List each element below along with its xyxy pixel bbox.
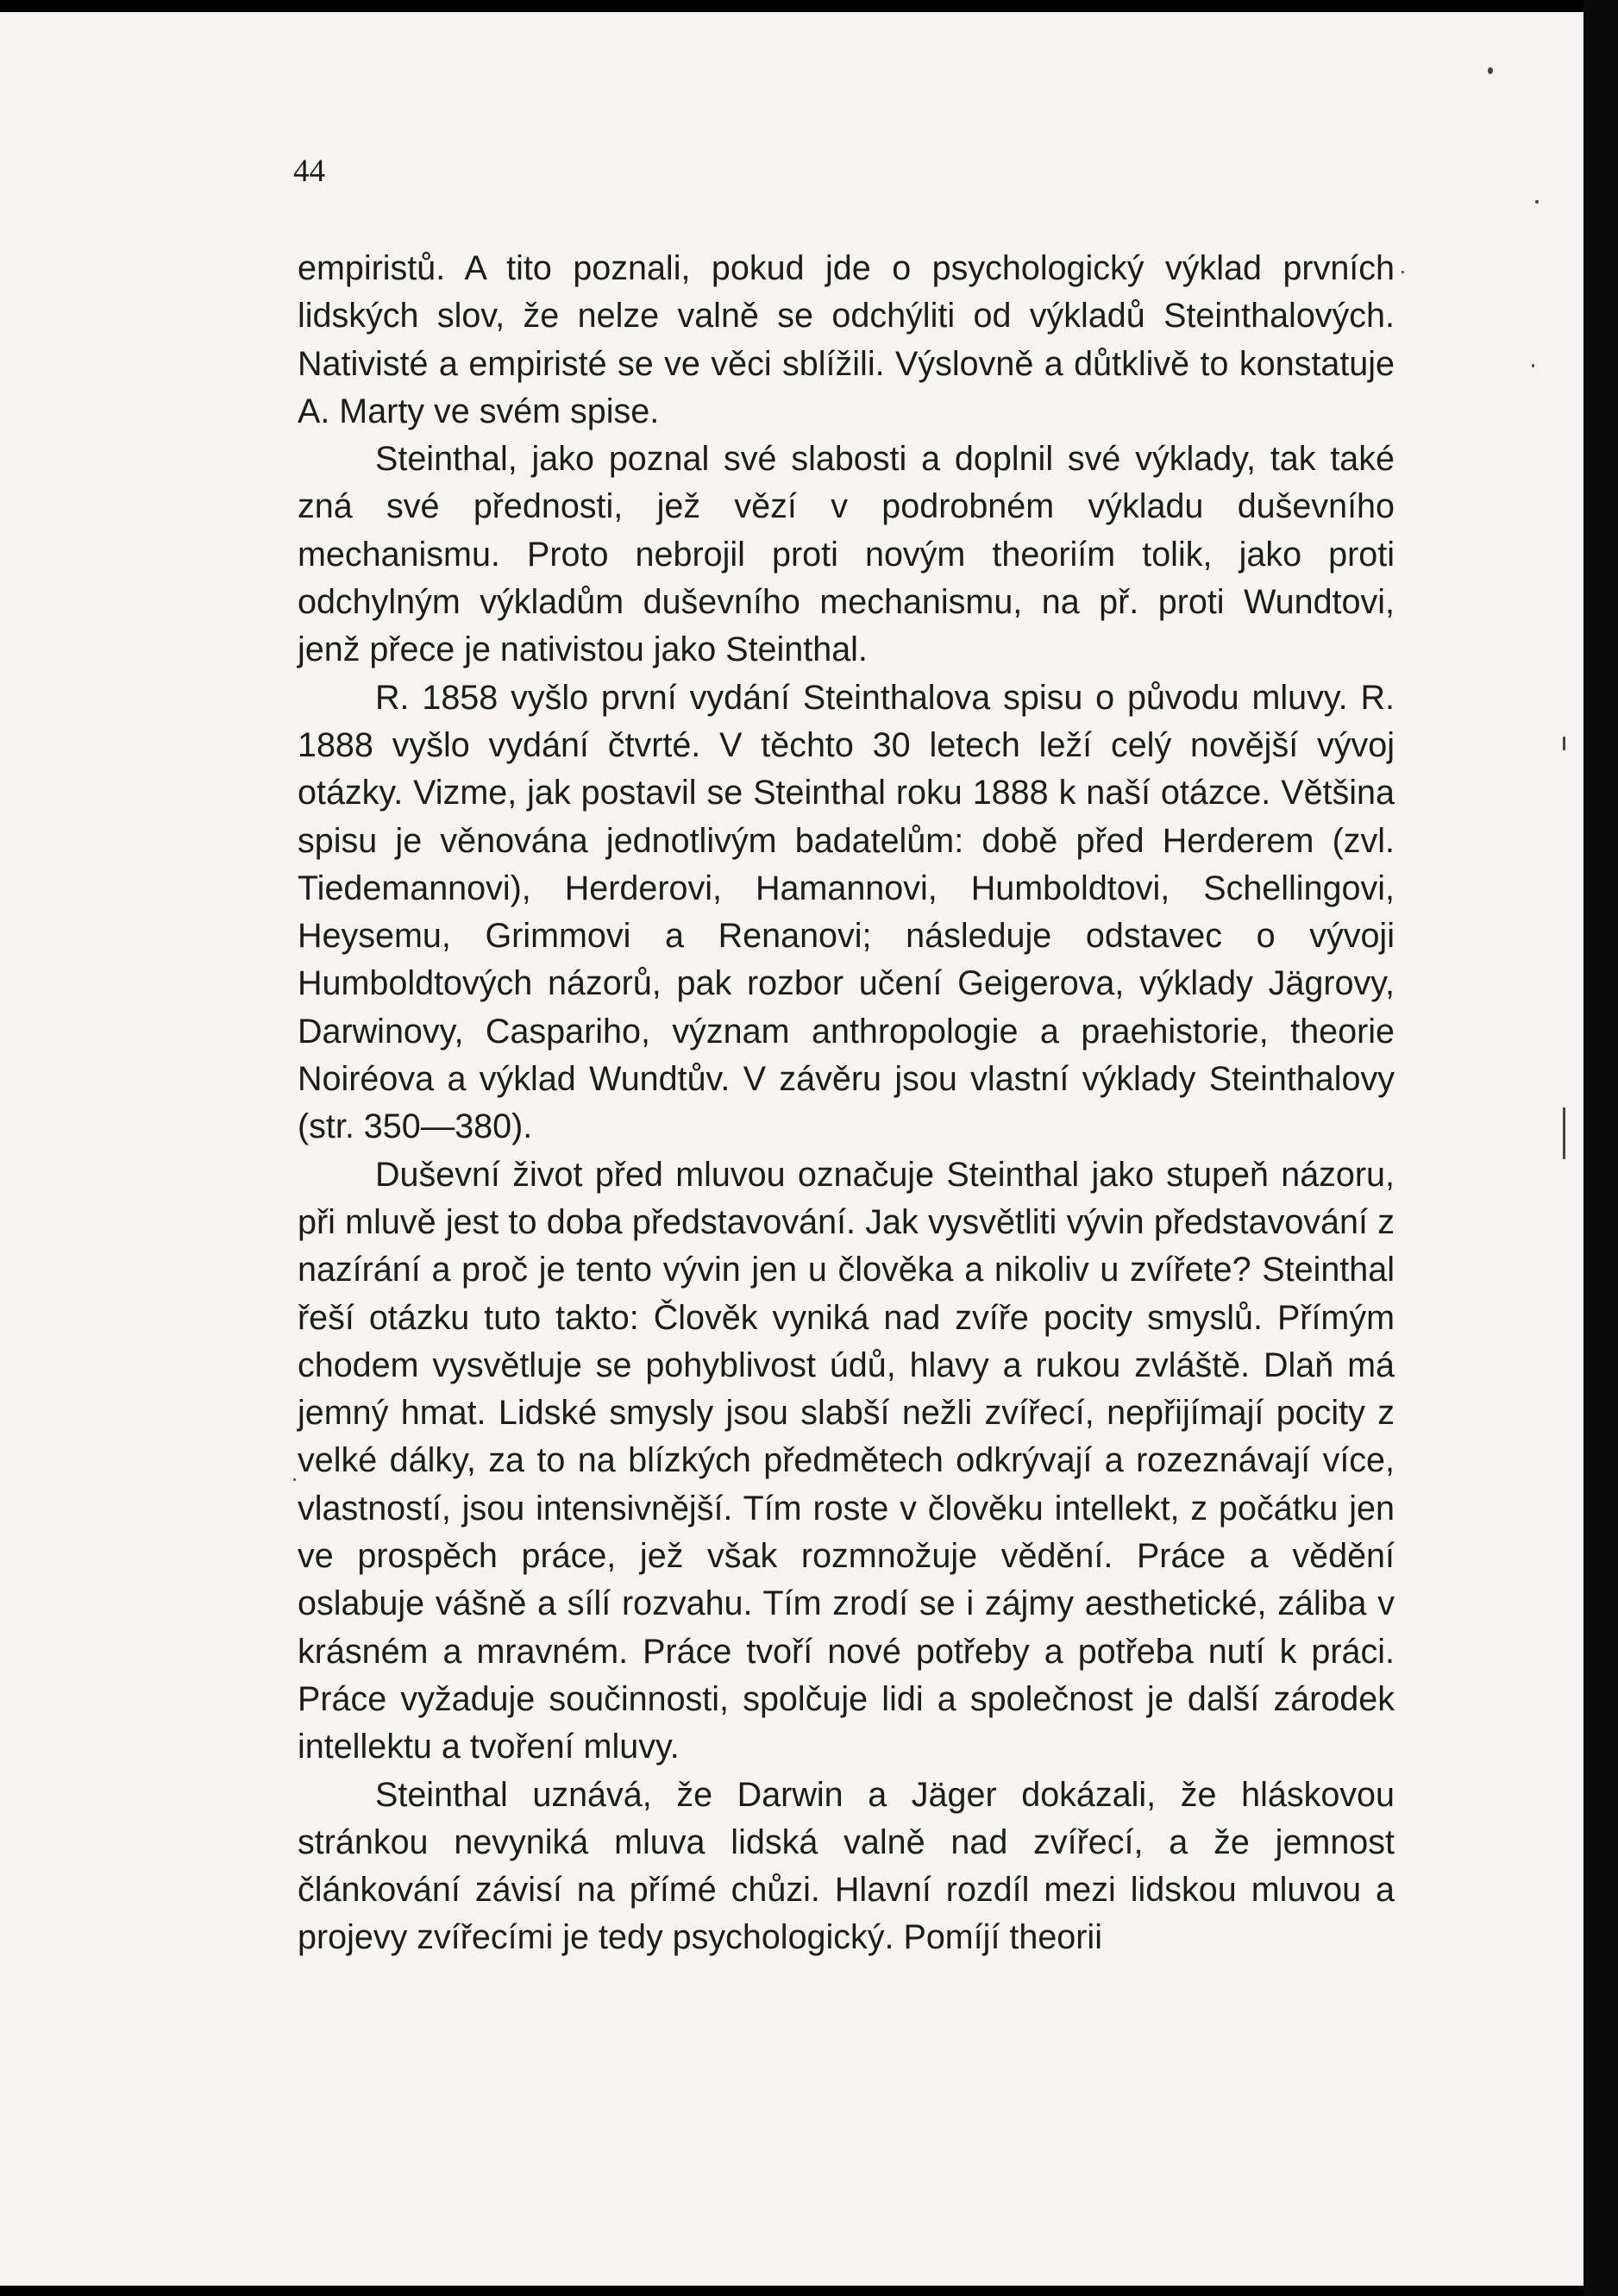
scan-speck xyxy=(1532,364,1534,367)
scan-speck xyxy=(1488,67,1493,74)
page-number: 44 xyxy=(293,154,325,189)
scanned-page xyxy=(0,12,1584,2286)
scan-speck xyxy=(1402,271,1404,273)
paragraph: empiristů. A tito poznali, pokud jde o psychologický výklad prvních lidských slov, že nelze valně se odchýliti od výkladů Steinthalových. Nativisté a empiristé se ve věci sblížili. Výslovně a důtklivě to konstatuje A. Marty ve svém spise. xyxy=(298,249,1395,430)
scan-border xyxy=(1584,0,1618,2296)
scan-speck xyxy=(1563,737,1565,750)
scan-speck xyxy=(1563,1107,1565,1159)
paragraph: Duševní život před mluvou označuje Steinthal jako stupeň názoru, při mluvě jest to doba představování. Jak vysvětliti vývin představování z nazírání a proč je tento vývin jen u člověka a nikoliv u zvířete? Steinthal řeší otázku tuto takto: Člověk vyniká nad zvíře pocity smyslů. Přímým chodem vysvětluje se pohyblivost údů, hlavy a rukou zvláště. Dlaň má jemný hmat. Lidské smysly jsou slabší nežli zvířecí, nepřijímají pocity z velké dálky, za to na blízkých předmětech odkrývají a rozeznávají více, vlastností, jsou intensivnější. Tím roste v člověku intellekt, z počátku jen ve prospěch práce, jež však rozmnožuje vědění. Práce a vědění oslabuje vášně a sílí rozvahu. Tím zrodí se i zájmy aesthetické, záliba v krásném a mravném. Práce tvoří nové potřeby a potřeba nutí k práci. Práce vyžaduje součinnosti, spolčuje lidi a společnost je další zárodek intellektu a tvoření mluvy. xyxy=(298,1155,1395,1766)
paragraph: Steinthal uznává, že Darwin a Jäger dokázali, že hláskovou stránkou nevyniká mluva lidská valně nad zvířecí, a že jemnost článkování závisí na přímé chůzi. Hlavní rozdíl mezi lidskou mluvou a projevy zvířecími je tedy psychologický. Pomíjí theorii xyxy=(298,1775,1395,1957)
body-text xyxy=(298,245,1395,1962)
scan-speck xyxy=(293,1478,296,1481)
paragraph: Steinthal, jako poznal své slabosti a doplnil své výklady, tak také zná své přednosti, jež vězí v podrobném výkladu duševního mechanismu. Proto nebrojil proti novým theoriím tolik, jako proti odchylným výkladům duševního mechanismu, na př. proti Wundtovi, jenž přece je nativistou jako Steinthal. xyxy=(298,440,1395,669)
paragraph: R. 1858 vyšlo první vydání Steinthalova spisu o původu mluvy. R. 1888 vyšlo vydání čtvrté. V těchto 30 letech leží celý novější vývoj otázky. Vizme, jak postavil se Steinthal roku 1888 k naší otázce. Většina spisu je věnována jednotlivým badatelům: době před Herderem (zvl. Tiedemannovi), Herderovi, Hamannovi, Humboldtovi, Schellingovi, Heysemu, Grimmovi a Renanovi; následuje odstavec o vývoji Humboldtových názorů, pak rozbor učení Geigerova, výklady Jägrovy, Darwinovy, Caspariho, význam anthropologie a praehistorie, theorie Noiréova a výklad Wundtův. V závěru jsou vlastní výklady Steinthalovy (str. 350—380). xyxy=(298,678,1395,1146)
scan-speck xyxy=(1535,200,1539,204)
